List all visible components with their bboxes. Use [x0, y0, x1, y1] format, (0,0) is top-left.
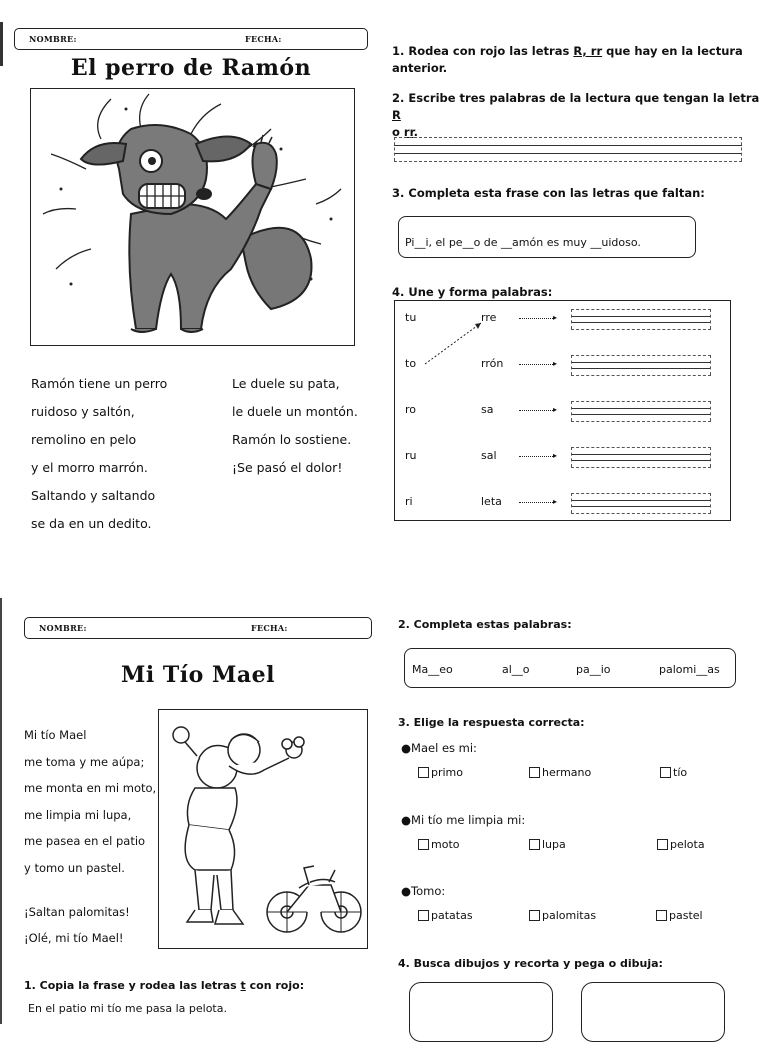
incomplete-word: pa__io — [576, 663, 611, 676]
question-1: 1. Copia la frase y rodea las letras t con rojo: — [24, 979, 305, 992]
syllable-left[interactable]: ro — [405, 403, 417, 416]
question-1: 1. Rodea con rojo las letras R, rr que hay en la lectura anterior. — [392, 44, 743, 75]
poem-line: y tomo un pastel. — [24, 860, 125, 875]
option-checkbox[interactable]: lupa — [529, 838, 566, 851]
syllable-right[interactable]: leta — [481, 495, 502, 508]
question-2: 2. Completa estas palabras: — [398, 618, 572, 631]
poem-line: Le duele su pata, — [232, 376, 340, 391]
name-date-box — [24, 617, 372, 639]
poem-line: se da en un dedito. — [31, 516, 152, 531]
syllable-left[interactable]: ri — [405, 495, 413, 508]
poem-line: Saltando y saltando — [31, 488, 156, 503]
date-label: FECHA: — [245, 34, 282, 44]
dog-drawing — [31, 89, 354, 345]
copy-sentence: En el patio mi tío me pasa la pelota. — [28, 1002, 227, 1015]
option-checkbox[interactable]: hermano — [529, 766, 591, 779]
arrow: ▸ — [519, 318, 553, 319]
date-label: FECHA: — [251, 623, 288, 633]
page-title: El perro de Ramón — [70, 55, 312, 81]
word-complete-box[interactable] — [404, 648, 736, 688]
mc-question: ●Mael es mi: — [401, 741, 477, 755]
name-date-box — [14, 28, 368, 50]
uncle-illustration — [158, 709, 368, 949]
answer-lines[interactable] — [571, 447, 711, 467]
question-2: 2. Escribe tres palabras de la lectura que tengan la letra R o rr. — [392, 91, 760, 139]
option-checkbox[interactable]: pelota — [657, 838, 705, 851]
drawing-box[interactable] — [409, 982, 553, 1042]
drawing-box[interactable] — [581, 982, 725, 1042]
writing-lines[interactable] — [394, 137, 742, 163]
arrow: ▸ — [519, 410, 553, 411]
poem-line: le duele un montón. — [232, 404, 358, 419]
poem-line: ruidoso y saltón, — [31, 404, 135, 419]
incomplete-word: al__o — [502, 663, 530, 676]
poem-line: remolino en pelo — [31, 432, 137, 447]
incomplete-word: palomi__as — [659, 663, 720, 676]
poem-line: Ramón lo sostiene. — [232, 432, 352, 447]
syllable-right[interactable]: rrón — [481, 357, 504, 370]
poem-line: ¡Olé, mi tío Mael! — [24, 931, 124, 945]
answer-lines[interactable] — [571, 309, 711, 329]
syllable-right[interactable]: sal — [481, 449, 497, 462]
question-3: 3. Elige la respuesta correcta: — [398, 716, 585, 729]
arrow: ▸ — [519, 364, 553, 365]
poem-line: Mi tío Mael — [24, 728, 87, 742]
syllable-left[interactable]: ru — [405, 449, 417, 462]
poem-line: y el morro marrón. — [31, 460, 148, 475]
fill-sentence: Pi__i, el pe__o de __amón es muy __uidoso. — [405, 236, 641, 249]
page-edge-mark — [0, 598, 2, 1024]
uncle-drawing — [159, 710, 367, 948]
mc-question: ●Tomo: — [401, 884, 446, 898]
name-label: NOMBRE: — [39, 623, 87, 633]
answer-lines[interactable] — [571, 401, 711, 421]
option-checkbox[interactable]: pastel — [656, 909, 703, 922]
option-checkbox[interactable]: palomitas — [529, 909, 596, 922]
question-4: 4. Busca dibujos y recorta y pega o dibuja: — [398, 957, 663, 970]
poem-line: ¡Se pasó el dolor! — [232, 460, 343, 475]
option-checkbox[interactable]: patatas — [418, 909, 473, 922]
mc-question: ●Mi tío me limpia mi: — [401, 813, 526, 827]
arrow: ▸ — [519, 456, 553, 457]
question-4: 4. Une y forma palabras: — [392, 285, 553, 299]
poem-line: Ramón tiene un perro — [31, 376, 168, 391]
poem-line: me toma y me aúpa; — [24, 754, 145, 769]
incomplete-word: Ma__eo — [412, 663, 453, 676]
question-3: 3. Completa esta frase con las letras que faltan: — [392, 186, 705, 200]
dog-illustration — [30, 88, 355, 346]
option-checkbox[interactable]: moto — [418, 838, 460, 851]
name-label: NOMBRE: — [29, 34, 77, 44]
target-letters: R, rr — [573, 44, 603, 58]
syllable-right[interactable]: rre — [481, 311, 497, 324]
poem-line: ¡Saltan palomitas! — [24, 905, 130, 919]
poem-line: me pasea en el patio — [24, 834, 146, 848]
syllable-left[interactable]: tu — [405, 311, 417, 324]
syllable-left[interactable]: to — [405, 357, 417, 370]
option-checkbox[interactable]: tío — [660, 766, 687, 779]
word-match-box — [394, 300, 731, 521]
answer-lines[interactable] — [571, 493, 711, 513]
syllable-right[interactable]: sa — [481, 403, 494, 416]
option-checkbox[interactable]: primo — [418, 766, 463, 779]
page-title: Mi Tío Mael — [121, 662, 275, 688]
arrow: ▸ — [519, 502, 553, 503]
poem-line: me monta en mi moto, — [24, 781, 157, 795]
page-edge-mark — [0, 22, 3, 66]
poem-line: me limpia mi lupa, — [24, 807, 132, 822]
sentence-box[interactable] — [398, 216, 696, 258]
answer-lines[interactable] — [571, 355, 711, 375]
